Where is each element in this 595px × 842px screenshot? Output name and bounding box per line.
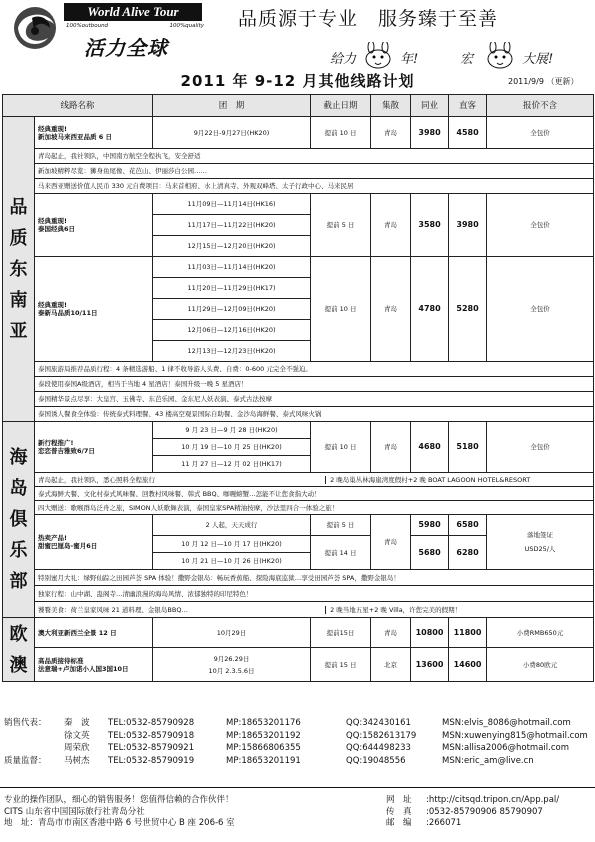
deadline: 提前 10 日 (311, 257, 371, 362)
brand-name-en: World Alive Tour (64, 3, 202, 21)
hub: 青岛 (371, 117, 411, 149)
route-note: 泰国精华景点尽享：大皇宫、玉佛寺、东芭乐园、金东尼人妖表演、泰式古法按摩 (35, 392, 594, 407)
departure-date: 11月17日—11月22日(HK20) (153, 215, 311, 236)
price-exclusion: 全包价 (487, 422, 594, 473)
route-note: 新加坡精粹尽览：狮身鱼尾像、花芭山、伊丽莎白公园…… (35, 164, 594, 179)
departure-date: 10月29日 (153, 618, 311, 648)
route-note: 泰式海鲜大餐、文化村泰式风味餐、回教村风味餐、韩式 BBQ、咖喱螃蟹…怎能不让您食指大动！ (35, 487, 594, 501)
footer-address: 地 址：青岛市市南区香港中路 6 号世贸中心 B 座 206-6 室 (4, 818, 235, 828)
note-row (3, 487, 594, 501)
fax-label: 传 真 (386, 806, 412, 817)
route-note: 独家行程：山中湖、蛊阁寺…清幽浪漫的海岛风情、浓郁独特的印尼特色！ (35, 586, 594, 602)
rabbit-face-icon (360, 42, 396, 70)
route-note: 泰段使用泰国A级酒店，相当于当地 4 星酒店！泰国升级一晚 5 星酒店！ (35, 377, 594, 392)
price-exclusion: 全包价 (487, 194, 594, 257)
hub: 青岛 (371, 422, 411, 473)
note-row (3, 179, 594, 194)
header-dates: 团 期 (153, 95, 311, 117)
price-exclusion: 小费RMB650元 (487, 618, 594, 648)
region-label: 海岛俱乐部 (3, 422, 35, 618)
direct-price: 14600 (449, 648, 487, 682)
rabbit-face-icon (482, 42, 518, 70)
trade-price: 3580 (411, 194, 449, 257)
trade-price: 13600 (411, 648, 449, 682)
header-direct: 直客 (449, 95, 487, 117)
trade-price: 10800 (411, 618, 449, 648)
trade-price: 4780 (411, 257, 449, 362)
trade-price: 5980 (411, 515, 449, 536)
fax-value: :0532-85790906 85790907 (426, 806, 543, 817)
swirl-logo-icon (8, 4, 62, 52)
contact-row: 销售代表： 秦 波 TEL:0532-85790928 MP:18653201176 QQ:342430161 MSN:elvis_8086@hotmail.com (4, 718, 571, 728)
direct-price: 3980 (449, 194, 487, 257)
brand-subtitles: 100%outbound 100%quality (66, 23, 204, 29)
trade-price: 3980 (411, 117, 449, 149)
contact-row: 质量监督： 马树杰 TEL:0532-85790919 MP:18653201191 QQ:19048556 MSN:eric_am@live.cn (4, 755, 534, 766)
direct-price: 4580 (449, 117, 487, 149)
route-name: 新行程推广! 恋恋普吉雅致6/7日 (35, 422, 153, 473)
table-row (3, 515, 594, 536)
postcode-value: :266071 (426, 818, 462, 828)
table-row (3, 257, 594, 278)
route-note: 泰国旅游局推荐品质行程：4 条精选游船、1 律不收导游人头费、自费：0-600 元完全不强迫。 (35, 362, 594, 377)
note-row (3, 377, 594, 392)
route-table (2, 94, 594, 682)
departure-date: 11月20日—11月29日(HK17) (153, 278, 311, 299)
note-row (3, 473, 594, 487)
route-note: 青岛起止，我社领队，中国南方航空全程执飞，安全舒适 (35, 149, 594, 164)
departure-date: 11月29日—12月09日(HK20) (153, 299, 311, 320)
page-header (0, 0, 595, 72)
note-row (3, 149, 594, 164)
region-label: 品质东南亚 (3, 117, 35, 422)
deadline: 提前 5 日 (311, 515, 371, 536)
note-row (3, 501, 594, 515)
route-note: 马来西亚赠送价值人民币 330 元自费项目：马来首相府、水上清真寺、外观双峰塔、太子行政中心、马来民居 (35, 179, 594, 194)
note-row (3, 392, 594, 407)
header-slogan: 品质源于专业 服务臻于至善 (238, 8, 499, 30)
deadline: 提前 14 日 (311, 536, 371, 570)
route-note: 青岛起止，我社领队，悉心照料全程旅行 2 晚岛巢丛林海崖湾度假村+2 晚 BOAT LAGOON HOTEL&RESORT (35, 473, 594, 487)
deadline: 提前 5 日 (311, 194, 371, 257)
note-row (3, 570, 594, 586)
price-exclusion: 落地签证 USD25/人 (487, 515, 594, 570)
departure-date: 9月22日-9月27日(HK20) (153, 117, 311, 149)
hub: 青岛 (371, 194, 411, 257)
update-date: 2011/9/9 （更新） (508, 77, 579, 86)
deadline: 提前 10 日 (311, 117, 371, 149)
header-trade: 同业 (411, 95, 449, 117)
note-row (3, 362, 594, 377)
deadline: 提前 15 日 (311, 648, 371, 682)
route-name: 高品质接待标准 法意瑞+卢加诺小人国3国10日 (35, 648, 153, 682)
departure-date: 9 月 23 日—9 月 28 日(HK20) (153, 422, 311, 439)
price-exclusion: 全包价 (487, 257, 594, 362)
hub: 北京 (371, 648, 411, 682)
direct-price: 6280 (449, 536, 487, 570)
region-label: 欧澳 (3, 618, 35, 682)
deadline: 提前15日 (311, 618, 371, 648)
route-name: 热卖产品! 甜蜜巴厘岛-蜜月6日 (35, 515, 153, 570)
departure-date: 12月06日—12月16日(HK20) (153, 320, 311, 341)
route-name: 澳大利亚新西兰全景 12 日 (35, 618, 153, 648)
note-row (3, 407, 594, 422)
departure-date: 12月13日—12月23日(HK20) (153, 341, 311, 362)
departure-date: 9月26.29日 10月 2.3.5.6日 (153, 648, 311, 682)
departure-date: 11月09日—11月14日(HK16) (153, 194, 311, 215)
brand-name-cn: 活力全球 (84, 36, 168, 60)
note-row (3, 602, 594, 618)
departure-date: 12月15日—12月20日(HK20) (153, 236, 311, 257)
departure-date: 11月03日—11月14日(HK20) (153, 257, 311, 278)
price-exclusion: 全包价 (487, 117, 594, 149)
direct-price: 5280 (449, 257, 487, 362)
website-label: 网 址 (386, 795, 412, 805)
route-note: 四大赠送：歌喉群岛泛舟之旅，SIMON人妖歌舞表演，泰国皇家SPA精油按摩，沙法里四合一体验之旅！ (35, 501, 594, 515)
page-title: 2011 年 9-12 月其他线路计划 (180, 72, 415, 90)
table-row (3, 618, 594, 648)
table-header-row (3, 95, 594, 117)
price-exclusion: 小费80欧元 (487, 648, 594, 682)
table-row (3, 422, 594, 439)
note-row (3, 164, 594, 179)
departure-date: 10 月 19 日—10 月 25 日(HK20) (153, 439, 311, 456)
route-note: 特别蜜月大礼：绿野仙踪之田园芦荟 SPA 体验！撒野金银岛：畅玩香蕉船、探险海底监狱…享受田园芦荟 SPA，撒野金银岛！ (35, 570, 594, 586)
note-row (3, 586, 594, 602)
table-row (3, 648, 594, 682)
page-footer (4, 795, 592, 830)
footer-company: CITS 山东省中国国际旅行社青岛分社 (4, 806, 145, 817)
direct-price: 11800 (449, 618, 487, 648)
table-row (3, 194, 594, 215)
hub: 青岛 (371, 257, 411, 362)
contact-list (4, 717, 592, 767)
departure-date: 10 月 12 日—10 月 17 日(HK20) (153, 536, 311, 553)
footer-tagline: 专业的操作团队，细心的销售服务！您值得信赖的合作伙伴！ (4, 795, 234, 805)
trade-price: 5680 (411, 536, 449, 570)
header-deadline: 截止日期 (311, 95, 371, 117)
website-link[interactable]: :http://citsqd.tripon.cn/App.pal/ (426, 795, 560, 805)
footer-divider (0, 787, 595, 788)
route-note: 饕餮美食：荷兰皇家风味 21 道料理、金银岛BBQ… 2 晚当地五星+2 晚 Villa，许您完美的假期！ (35, 602, 594, 618)
header-motto: 给力 年! 宏 大展! (330, 42, 592, 70)
contact-row: 周荣欣 TEL:0532-85790921 MP:15866806355 QQ:644498233 MSN:allisa2006@hotmail.com (64, 743, 570, 754)
header-hub: 集散 (371, 95, 411, 117)
direct-price: 6580 (449, 515, 487, 536)
direct-price: 5180 (449, 422, 487, 473)
departure-date: 11 月 27 日—12 月 02 日(HK17) (153, 456, 311, 473)
table-row (3, 117, 594, 149)
deadline: 提前 10 日 (311, 422, 371, 473)
hub: 青岛 (371, 515, 411, 570)
hub: 青岛 (371, 618, 411, 648)
header-route: 线路名称 (3, 95, 153, 117)
postcode-label: 邮 编 (386, 818, 412, 828)
departure-date: 10 月 21 日—10 月 26 日(HK20) (153, 553, 311, 570)
departure-date: 2 人起，天天成行 (153, 515, 311, 536)
route-name: 经典重现! 泰新马品质10/11日 (35, 257, 153, 362)
trade-price: 4680 (411, 422, 449, 473)
route-note: 泰国诱人餐食全体验：传统泰式料理餐、43 楼高空观景国际自助餐、金沙岛海鲜餐、泰式风味火锅 (35, 407, 594, 422)
contact-row: 徐文英 TEL:0532-85790918 MP:18653201192 QQ:1582613179 MSN:xuwenying815@hotmail.com (64, 730, 588, 741)
route-name: 经典重现! 新加坡马来西亚品质 6 日 (35, 117, 153, 149)
header-excl: 报价不含 (487, 95, 594, 117)
route-name: 经典重现! 泰国经典6日 (35, 194, 153, 257)
